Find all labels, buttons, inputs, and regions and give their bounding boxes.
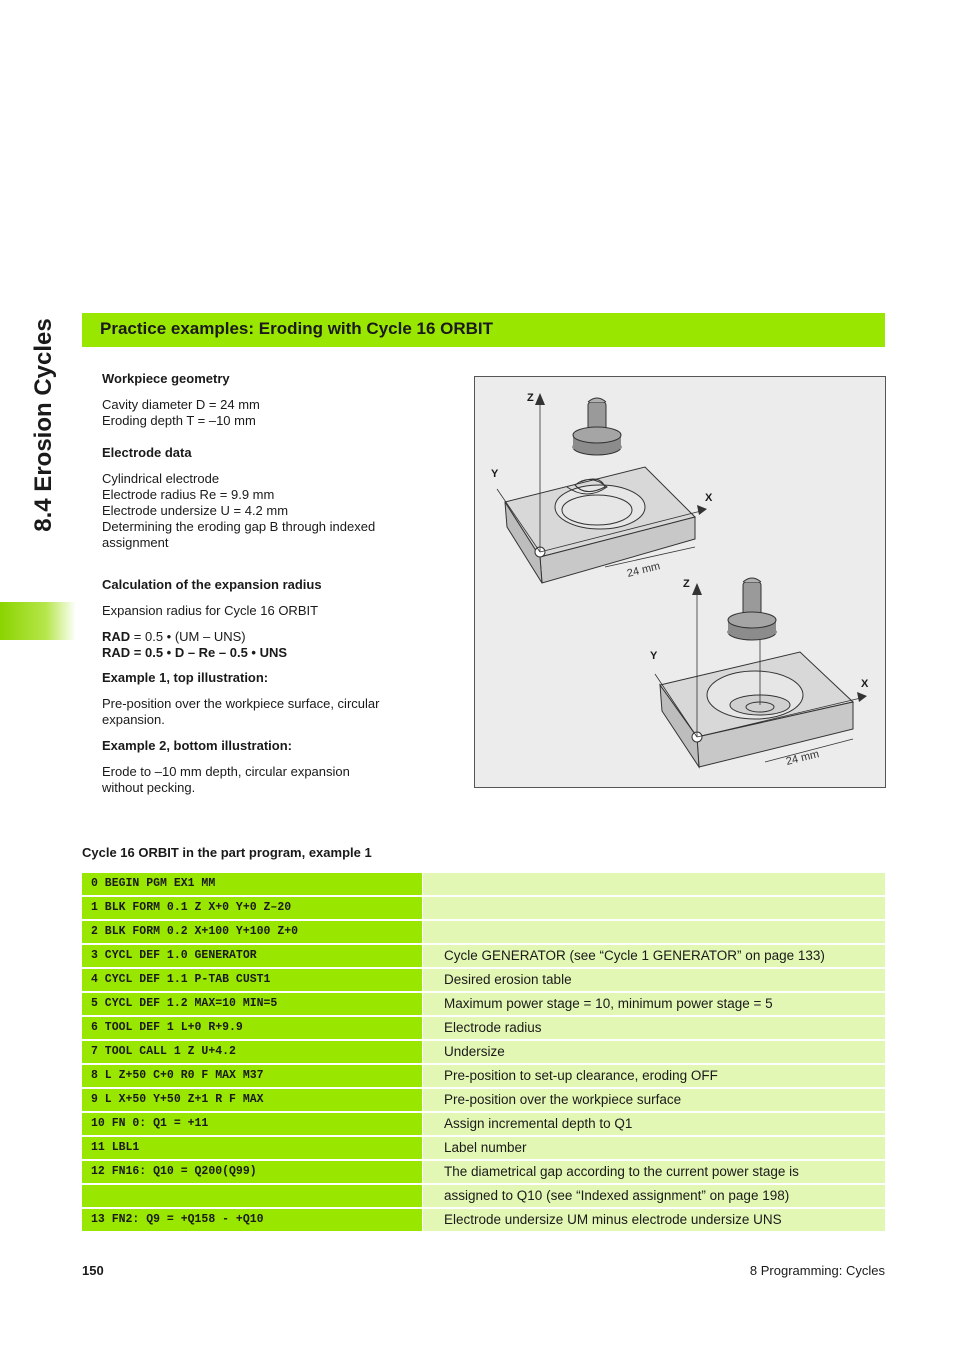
- electrode-heading: Electrode data: [102, 445, 192, 460]
- program-code-cell: 7 TOOL CALL 1 Z U+4.2: [82, 1041, 422, 1063]
- electrode-line: Electrode undersize U = 4.2 mm: [102, 503, 289, 518]
- side-chapter-title-text: 8.4 Erosion Cycles: [30, 318, 57, 532]
- program-code-cell: 12 FN16: Q10 = Q200(Q99): [82, 1161, 422, 1183]
- rad-label: RAD: [102, 629, 131, 644]
- workpiece-heading: Workpiece geometry: [102, 371, 230, 386]
- program-row: [82, 1041, 885, 1063]
- program-comment-cell: Electrode undersize UM minus electrode undersize UNS: [423, 1209, 885, 1231]
- program-row: [82, 969, 885, 991]
- program-code-cell: 5 CYCL DEF 1.2 MAX=10 MIN=5: [82, 993, 422, 1015]
- rad-formula-bold: RAD = 0.5 • D – Re – 0.5 • UNS: [102, 645, 288, 660]
- program-row: [82, 1161, 885, 1183]
- program-row: [82, 873, 885, 895]
- program-comment-cell: The diametrical gap according to the current power stage is: [423, 1161, 885, 1183]
- illustration-panel: [474, 376, 886, 788]
- calc-heading: Calculation of the expansion radius: [102, 577, 322, 592]
- workpiece-line: Eroding depth T = –10 mm: [102, 413, 256, 428]
- electrode-line: Electrode radius Re = 9.9 mm: [102, 487, 275, 502]
- top-x-label: X: [705, 492, 713, 504]
- rad-formula: [102, 629, 442, 645]
- program-code-cell: [82, 1185, 422, 1207]
- bottom-x-label: X: [861, 678, 869, 690]
- example1-text: Pre-position over the workpiece surface, circular expansion.: [102, 696, 380, 727]
- program-row: [82, 1065, 885, 1087]
- orbit-illustration: [475, 377, 885, 787]
- side-thumb-tab: [0, 602, 76, 640]
- example2-text: Erode to –10 mm depth, circular expansion without pecking.: [102, 764, 350, 795]
- program-row: [82, 1185, 885, 1207]
- program-row: [82, 1137, 885, 1159]
- bottom-z-label: Z: [683, 578, 690, 590]
- program-comment-cell: Assign incremental depth to Q1: [423, 1113, 885, 1135]
- top-workpiece: [497, 393, 707, 583]
- program-code-cell: 0 BEGIN PGM EX1 MM: [82, 873, 422, 895]
- program-comment-cell: Cycle GENERATOR (see “Cycle 1 GENERATOR” on page 133): [423, 945, 885, 967]
- program-code-cell: 11 LBL1: [82, 1137, 422, 1159]
- program-row: [82, 1209, 885, 1231]
- program-comment-cell: Desired erosion table: [423, 969, 885, 991]
- program-comment-cell: [423, 897, 885, 919]
- program-comment-cell: Pre-position to set-up clearance, eroding OFF: [423, 1065, 885, 1087]
- workpiece-line: Cavity diameter D = 24 mm: [102, 397, 260, 412]
- program-table: [82, 873, 885, 1233]
- electrode-line: Cylindrical electrode: [102, 471, 220, 486]
- program-comment-cell: Pre-position over the workpiece surface: [423, 1089, 885, 1111]
- description-column: [102, 371, 442, 796]
- program-row: [82, 921, 885, 943]
- program-code-cell: 3 CYCL DEF 1.0 GENERATOR: [82, 945, 422, 967]
- program-row: [82, 1017, 885, 1039]
- bottom-dimension-label: 24 mm: [784, 748, 821, 768]
- program-code-cell: 1 BLK FORM 0.1 Z X+0 Y+0 Z–20: [82, 897, 422, 919]
- program-code-cell: 9 L X+50 Y+50 Z+1 R F MAX: [82, 1089, 422, 1111]
- calc-line: Expansion radius for Cycle 16 ORBIT: [102, 603, 319, 618]
- rad-formula-text: = 0.5 • (UM – UNS): [130, 629, 246, 644]
- program-code-cell: 13 FN2: Q9 = +Q158 - +Q10: [82, 1209, 422, 1231]
- section-title: Practice examples: Eroding with Cycle 16 ORBIT: [100, 319, 494, 338]
- program-row: [82, 1089, 885, 1111]
- program-row: [82, 945, 885, 967]
- example2-heading: Example 2, bottom illustration:: [102, 738, 292, 753]
- program-row: [82, 1113, 885, 1135]
- program-code-cell: 10 FN 0: Q1 = +11: [82, 1113, 422, 1135]
- program-code-cell: 2 BLK FORM 0.2 X+100 Y+100 Z+0: [82, 921, 422, 943]
- footer-chapter: 8 Programming: Cycles: [749, 1263, 885, 1278]
- electrode-line: Determining the eroding gap B through indexed assignment: [102, 519, 376, 550]
- program-title: Cycle 16 ORBIT in the part program, example 1: [82, 845, 372, 860]
- program-code-cell: 4 CYCL DEF 1.1 P-TAB CUST1: [82, 969, 422, 991]
- program-comment-cell: Undersize: [423, 1041, 885, 1063]
- program-comment-cell: Maximum power stage = 10, minimum power stage = 5: [423, 993, 885, 1015]
- side-chapter-title: [24, 305, 64, 545]
- program-comment-cell: Label number: [423, 1137, 885, 1159]
- program-comment-cell: [423, 921, 885, 943]
- program-comment-cell: assigned to Q10 (see “Indexed assignment” on page 198): [423, 1185, 885, 1207]
- program-row: [82, 897, 885, 919]
- top-dimension-label: 24 mm: [625, 560, 662, 580]
- top-z-label: Z: [527, 392, 534, 404]
- program-comment-cell: [423, 873, 885, 895]
- bottom-y-label: Y: [650, 650, 658, 662]
- program-code-cell: 8 L Z+50 C+0 R0 F MAX M37: [82, 1065, 422, 1087]
- bottom-workpiece: [655, 578, 867, 767]
- page-number: 150: [82, 1263, 104, 1278]
- program-row: [82, 993, 885, 1015]
- example1-heading: Example 1, top illustration:: [102, 670, 269, 685]
- program-comment-cell: Electrode radius: [423, 1017, 885, 1039]
- section-header: [82, 313, 885, 347]
- top-y-label: Y: [491, 468, 499, 480]
- program-code-cell: 6 TOOL DEF 1 L+0 R+9.9: [82, 1017, 422, 1039]
